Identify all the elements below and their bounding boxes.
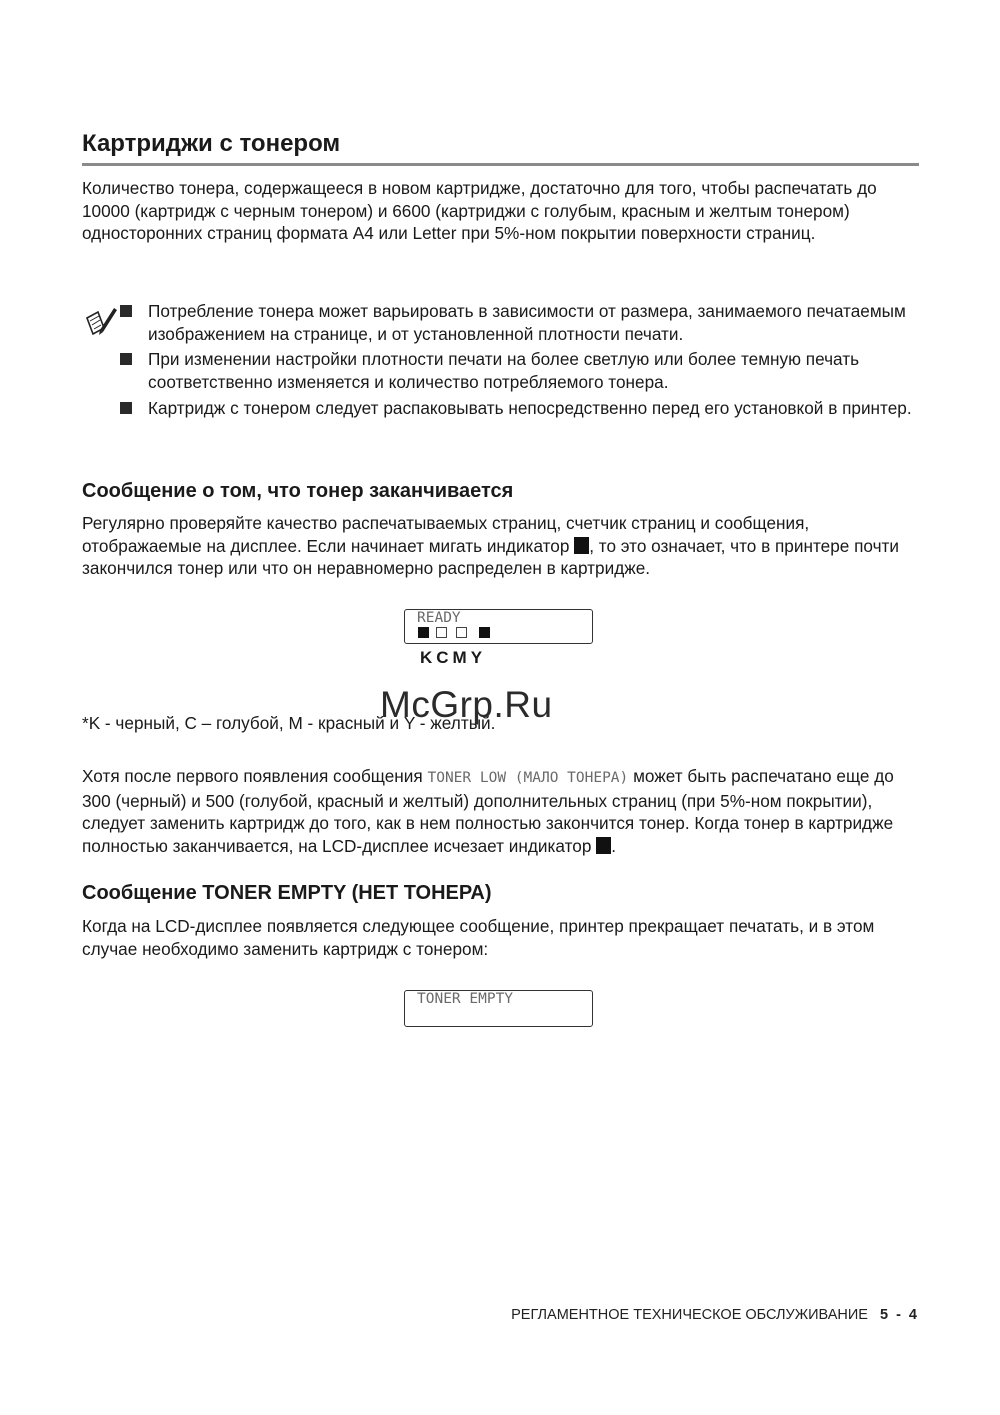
indicator-labels: KCMY bbox=[420, 648, 487, 667]
indicator-k-icon bbox=[418, 627, 429, 638]
lcd-display-toner-empty bbox=[404, 990, 593, 1027]
toner-low-body bbox=[82, 765, 922, 857]
note-text: При изменении настройки плотности печати на более светлую или более темную печать соответственно изменяется и количество потребляемого тонера. bbox=[148, 349, 860, 392]
toner-indicator-icon bbox=[574, 537, 589, 554]
indicator-y-icon bbox=[479, 627, 490, 638]
page-footer bbox=[511, 1307, 919, 1323]
toner-low-message: TONER LOW (МАЛО ТОНЕРА) bbox=[427, 770, 629, 786]
paragraph-text: Регулярно проверяйте качество распечатываемых страниц, счетчик страниц и сообщения, отображаемые на дисплее. Если начинает мигать индикатор bbox=[82, 513, 810, 556]
page-number: 5 - 4 bbox=[879, 1307, 919, 1323]
note-item bbox=[120, 348, 925, 393]
lcd-text: TONER EMPTY bbox=[417, 991, 514, 1007]
paragraph-text: Хотя после первого появления сообщения bbox=[82, 766, 423, 786]
color-legend: *K - черный, C – голубой, M - красный и Y - желтый. bbox=[82, 713, 496, 733]
note-icon bbox=[84, 304, 118, 338]
toner-indicator-icon bbox=[596, 837, 611, 854]
intro-paragraph: Количество тонера, содержащееся в новом картридже, достаточно для того, чтобы распечатать до 10000 (картридж с черным тонером) и 6600 (картриджи с голубым, красным и желтым тонером) односторонних страниц формата А4 или Letter при 5%-ном покрытии поверхности страниц. bbox=[82, 178, 877, 243]
toner-low-paragraph bbox=[82, 512, 922, 580]
lcd-text: READY bbox=[417, 610, 461, 626]
page-title: Картриджи с тонером bbox=[82, 130, 341, 157]
note-text: Потребление тонера может варьировать в зависимости от размера, занимаемого печатаемым изображением на странице, и от установленной плотности печати. bbox=[148, 301, 906, 344]
toner-empty-paragraph: Когда на LCD-дисплее появляется следующее сообщение, принтер прекращает печатать, и в этом случае необходимо заменить картридж с тонером: bbox=[82, 916, 875, 959]
paragraph-text: , то это означает, что в принтере почти закончился тонер или что он неравномерно распределен в картридже. bbox=[82, 535, 900, 578]
section-heading-toner-empty: Сообщение TONER EMPTY (НЕТ ТОНЕРА) bbox=[82, 882, 492, 904]
note-item bbox=[120, 397, 925, 420]
indicator-m-icon bbox=[456, 627, 467, 638]
bullet-square bbox=[120, 402, 132, 414]
indicator-c-icon bbox=[436, 627, 447, 638]
bullet-square bbox=[120, 305, 132, 317]
paragraph-text: может быть распечатано еще до 300 (черный) и 500 (голубой, красный и желтый) дополнительных страниц (при 5%-ном покрытии), следует заменить картридж до того, как в нем полностью закончится тонер. Когда тонер в картридже полностью заканчивается, на LCD-дисплее исчезает индикатор bbox=[82, 766, 894, 856]
section-heading-toner-low: Сообщение о том, что тонер заканчивается bbox=[82, 480, 514, 502]
note-text: Картридж с тонером следует распаковывать непосредственно перед его установкой в принтер. bbox=[148, 398, 912, 418]
title-rule bbox=[82, 163, 919, 166]
footer-chapter: РЕГЛАМЕНТНОЕ ТЕХНИЧЕСКОЕ ОБСЛУЖИВАНИЕ bbox=[511, 1307, 868, 1323]
paragraph-text: . bbox=[611, 835, 616, 856]
lcd-display-ready bbox=[404, 609, 593, 644]
watermark: McGrp.Ru bbox=[380, 684, 553, 725]
bullet-square bbox=[120, 353, 132, 365]
note-item bbox=[120, 300, 925, 345]
